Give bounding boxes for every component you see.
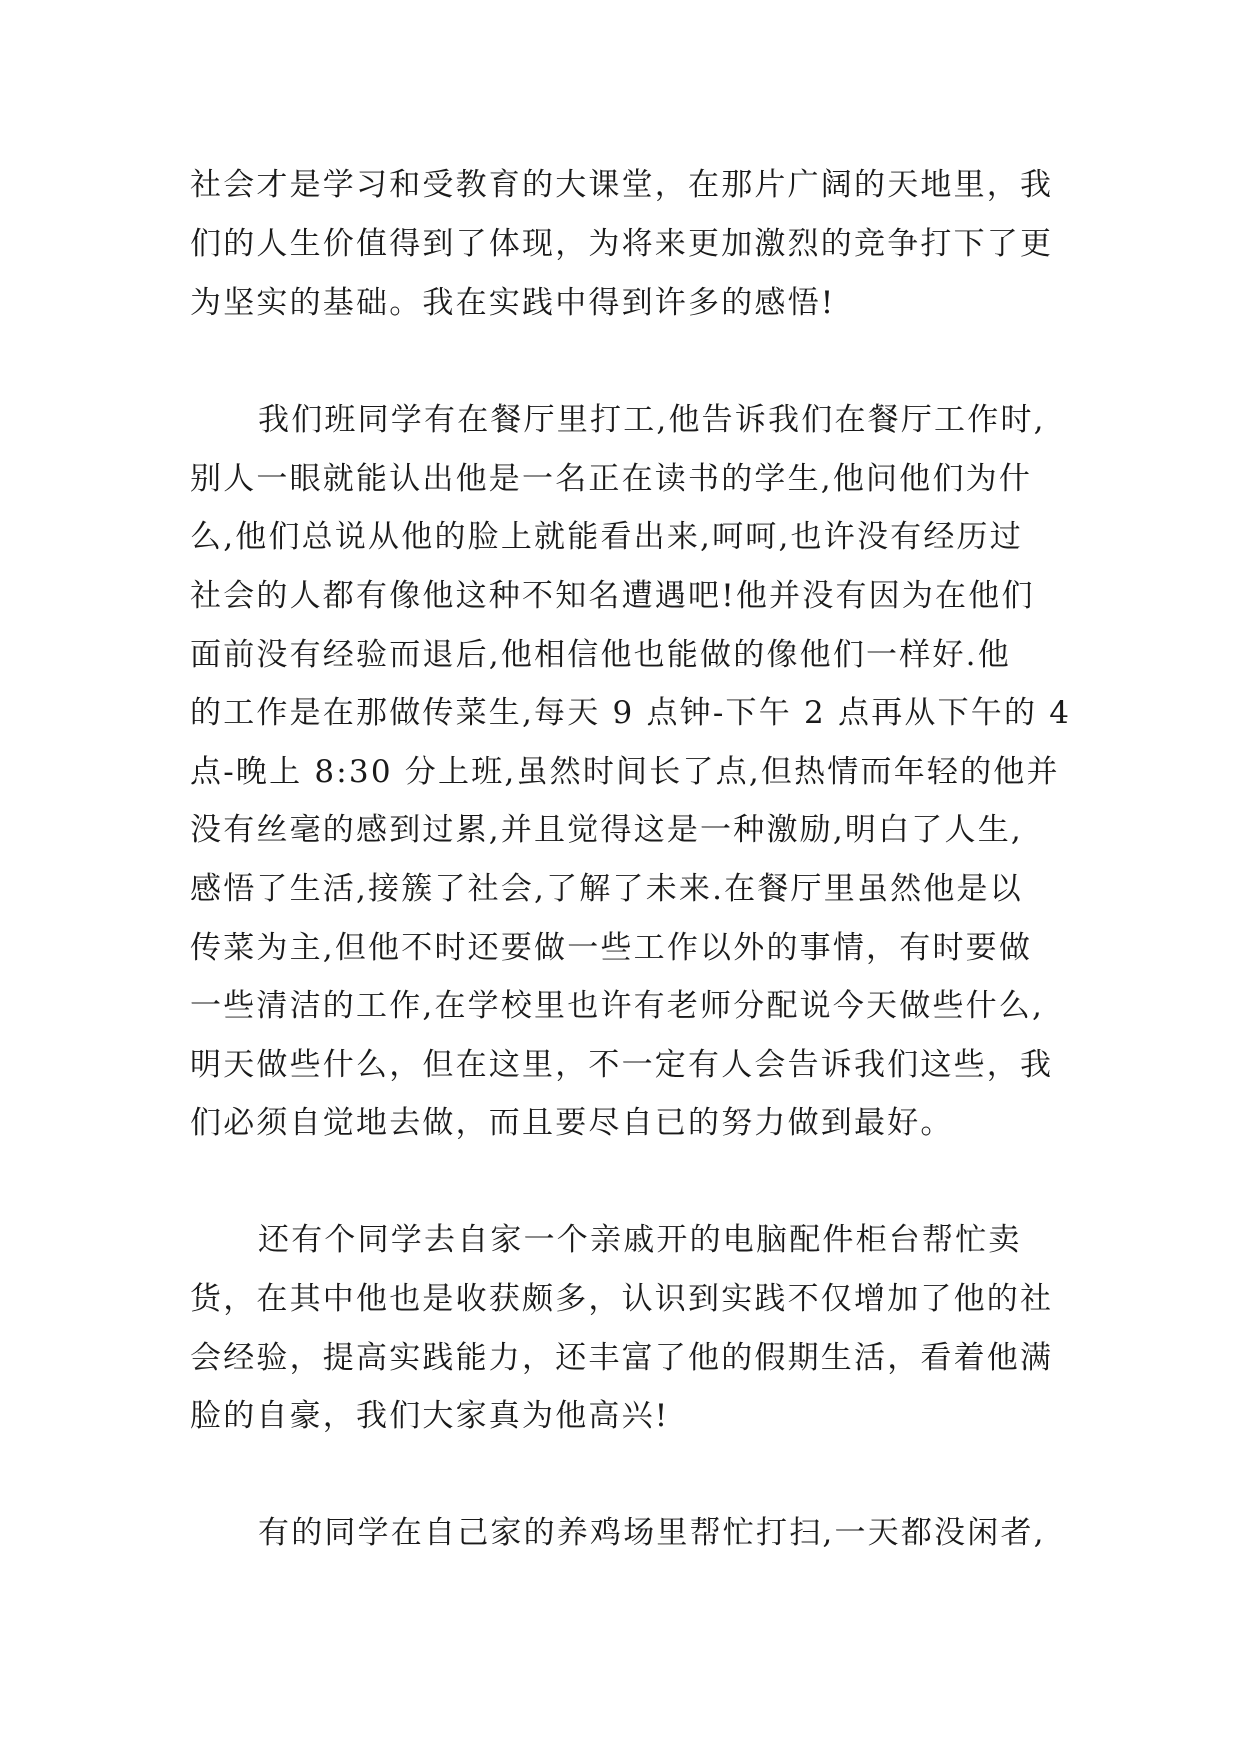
paragraph-1-line-1: 社会才是学习和受教育的大课堂，在那片广阔的天地里，我	[190, 167, 1054, 203]
paragraph-3-line-2: 货，在其中他也是收获颇多，认识到实践不仅增加了他的社	[190, 1281, 1054, 1317]
paragraph-3-line-4: 脸的自豪，我们大家真为他高兴!	[190, 1398, 670, 1434]
paragraph-2-line-9: 感悟了生活,接簇了社会,了解了未来.在餐厅里虽然他是以	[190, 871, 1023, 907]
paragraph-3-line-1: 还有个同学去自家一个亲戚开的电脑配件柜台帮忙卖	[258, 1222, 1022, 1258]
paragraph-2-line-10: 传菜为主,但他不时还要做一些工作以外的事情，有时要做	[190, 930, 1033, 966]
paragraph-2-line-4: 社会的人都有像他这种不知名遭遇吧!他并没有因为在他们	[190, 578, 1035, 614]
paragraph-2-line-6: 的工作是在那做传菜生,每天 9 点钟-下午 2 点再从下午的 4	[190, 695, 1072, 731]
paragraph-2-line-13: 们必须自觉地去做，而且要尽自已的努力做到最好。	[190, 1105, 954, 1141]
paragraph-2-line-5: 面前没有经验而退后,他相信他也能做的像他们一样好.他	[190, 637, 1011, 673]
paragraph-3-line-3: 会经验，提高实践能力，还丰富了他的假期生活，看着他满	[190, 1340, 1054, 1376]
paragraph-2-line-3: 么,他们总说从他的脸上就能看出来,呵呵,也许没有经历过	[190, 519, 1023, 555]
paragraph-2-line-2: 别人一眼就能认出他是一名正在读书的学生,他问他们为什	[190, 461, 1033, 497]
paragraph-4-line-1: 有的同学在自己家的养鸡场里帮忙打扫,一天都没闲者,	[258, 1515, 1046, 1551]
paragraph-2-line-8: 没有丝毫的感到过累,并且觉得这是一种激励,明白了人生,	[190, 812, 1023, 848]
paragraph-2-line-1: 我们班同学有在餐厅里打工,他告诉我们在餐厅工作时,	[258, 402, 1046, 438]
paragraph-1-line-2: 们的人生价值得到了体现，为将来更加激烈的竞争打下了更	[190, 226, 1054, 262]
paragraph-1-line-3: 为坚实的基础。我在实践中得到许多的感悟!	[190, 285, 836, 321]
paragraph-2-line-7: 点-晚上 8:30 分上班,虽然时间长了点,但热情而年轻的他并	[190, 754, 1060, 790]
paragraph-2-line-12: 明天做些什么，但在这里，不一定有人会告诉我们这些，我	[190, 1047, 1054, 1083]
paragraph-2-line-11: 一些清洁的工作,在学校里也许有老师分配说今天做些什么,	[190, 988, 1045, 1024]
